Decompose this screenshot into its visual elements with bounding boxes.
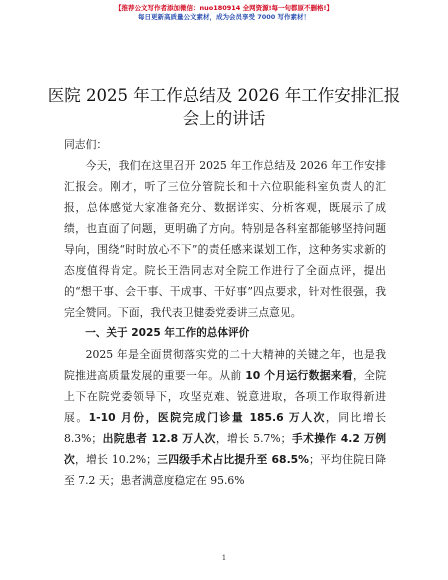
section-heading: 一、关于 2025 年工作的总体评价 (85, 327, 250, 339)
text-segment: ，增长 5.7%； (215, 432, 292, 445)
text-segment: ，全院上下在院党委领导下，攻坚克难、锐意进取，各项工作取得新进展。 (64, 369, 386, 424)
bold-segment: 出院患者 12.8 万人次 (102, 432, 216, 445)
opening-paragraph: 今天，我们在这里召开 2025 年工作总结及 2026 年工作安排汇报会。刚才，听了三位分管院长和十六位职能科室负责人的汇报，总体感觉大家准备充分、数据详实、分析客观，既展示了成绩，也直面了问题，更明确了方向。特别是各科室都能够坚持问题导向，围绕“时时放心不下”的责任感来谋划工作，这种务实求新的态度值得肯定。院长王浩同志对全院工作进行了全面点评，提出的“想干事、会干事、干成事、干好事”四点要求，针对性很强，我完全赞同。下面，我代表卫健委党委讲三点意见。 (64, 159, 386, 319)
evaluation-paragraph (64, 344, 386, 491)
text-segment: ；平均住院日降至 7.2 天；患者满意度稳定在 95.6% (64, 453, 387, 487)
document-body (64, 134, 386, 491)
promo-banner (0, 4, 448, 22)
text-segment: ，增长 10.2%； (75, 453, 157, 466)
bold-segment: 手术操作 4.2 万例次 (64, 432, 386, 466)
bold-segment: 10 个月运行数据来看 (245, 369, 354, 382)
page-number: 1 (221, 554, 227, 562)
salutation: 同志们： (64, 138, 108, 151)
promo-banner-line1: 【推荐公文写作者添加微信：nuo180914 全网资源!每一句都原不删格!】 (114, 4, 334, 12)
text-segment: ，同比增长 8.3%； (64, 411, 387, 445)
document-title: 医院 2025 年工作总结及 2026 年工作安排汇报会上的讲话 (47, 86, 401, 128)
text-segment: 2025 年是全面贯彻落实党的二十大精神的关键之年，也是我院推进高质量发展的重要一年。从前 (64, 348, 386, 382)
bold-segment: 三四级手术占比提升至 68.5% (156, 453, 309, 466)
promo-banner-line2: 每日更新高质量公文素材，成为会员享受 7000 写作素材！ (137, 13, 311, 21)
bold-segment: 1-10 月份，医院完成门诊量 185.6 万人次 (88, 411, 326, 424)
